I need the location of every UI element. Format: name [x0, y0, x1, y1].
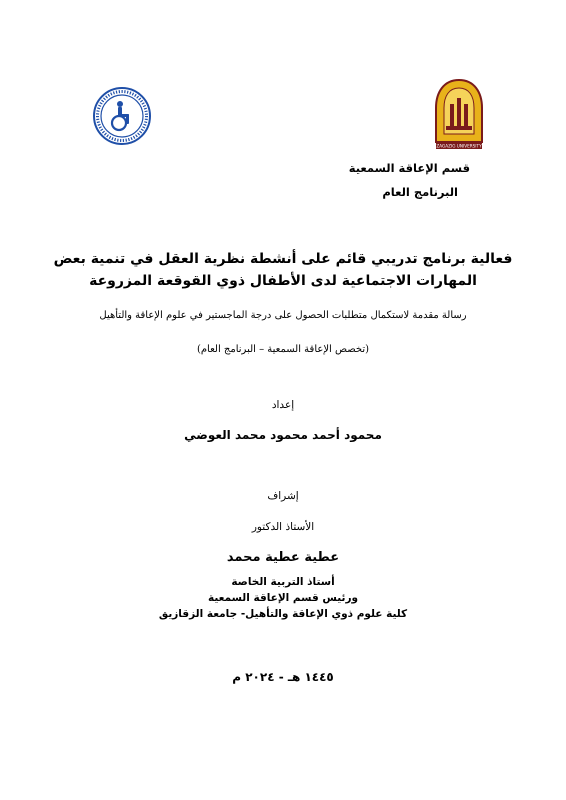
department-header [30, 156, 470, 204]
publication-date: ١٤٤٥ هـ - ٢٠٢٤ م [232, 670, 334, 684]
faculty-disability-rehabilitation-logo [92, 86, 152, 146]
title-line-2: المهارات الاجتماعية لدى الأطفال ذوي القوقعة المزروعة [89, 273, 477, 289]
program-name: البرنامج العام [382, 185, 458, 199]
supervision-label: إشراف [267, 490, 299, 502]
specialization: (تخصص الإعاقة السمعية – البرنامج العام) [196, 344, 370, 355]
supervisor-info [0, 574, 566, 622]
department-name: قسم الإعاقة السمعية [348, 161, 470, 175]
author-name: محمود أحمد محمود محمد العوضي [184, 428, 382, 442]
supervisor-name: عطية عطية محمد [226, 550, 340, 565]
title-line-1: فعالية برنامج تدريبي قائم على أنشطة نظرية العقل في تنمية بعض [53, 251, 513, 267]
logo-text: ZAGAZIG UNIVERSITY [436, 143, 482, 149]
supervisor-position-2: ورئيس قسم الإعاقة السمعية [207, 592, 359, 604]
supervisor-position-1: أستاذ التربية الخاصة [231, 576, 335, 588]
supervisor-position-3: كلية علوم ذوي الإعاقة والتأهيل- جامعة الزقازيق [158, 608, 408, 620]
zagazig-university-logo [428, 78, 490, 150]
supervisor-title: الأستاذ الدكتور [251, 521, 315, 533]
thesis-title [0, 248, 566, 292]
preparation-label: إعداد [271, 399, 295, 411]
thesis-subtitle: رسالة مقدمة لاستكمال متطلبات الحصول على درجة الماجستير في علوم الإعاقة والتأهيل [99, 310, 467, 321]
